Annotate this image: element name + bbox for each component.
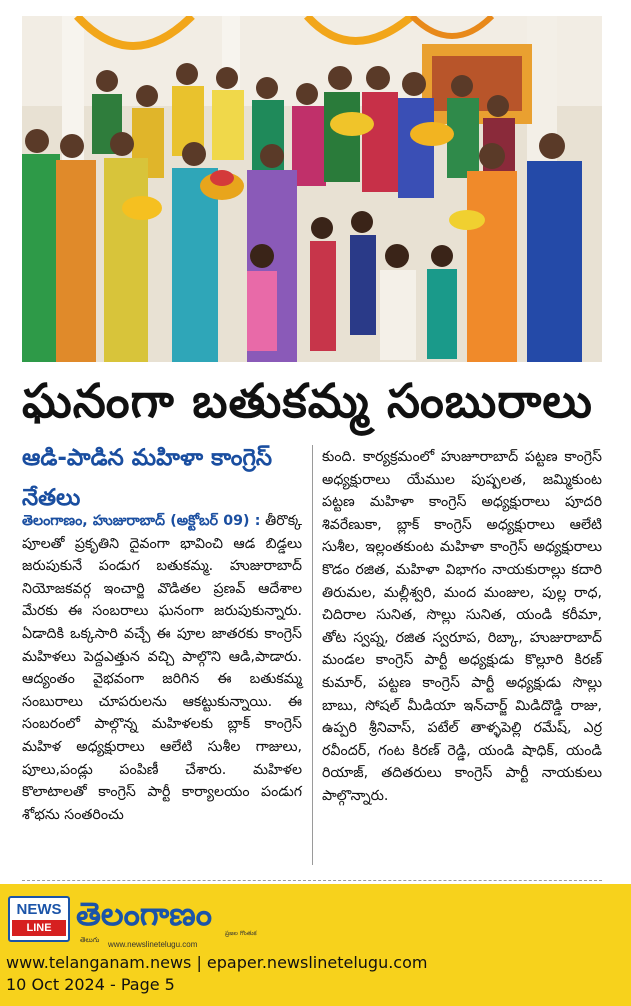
article-column-left	[22, 510, 302, 826]
article-end-rule	[22, 880, 602, 881]
article-photo	[22, 16, 602, 362]
logo-url: www.newslinetelugu.com	[108, 940, 198, 949]
article-body-left: తీరొక్క పూలతో ప్రకృతిని దైవంగా భావించి ఆడ బిడ్డలు జరుపుకునే పండుగ బతుకమ్మ. హుజురాబాద్ నియోజకవర్గ ఇంచార్జి వొడితల ప్రణవ్ ఆదేశాల మేరకు ఈ సంబరాలు ఘనంగా జరుపుకున్నారు. ఏడాదికి ఒక్కసారి వచ్చే ఈ పూల జాతరకు కాంగ్రెస్ మహిళలు పెద్దఎత్తున వచ్చి పాల్గొని ఆడి,పాడారు. ఆద్యంతం వైభవంగా జరిగిన ఈ బతుకమ్మ సంబురాలు చూపరులను ఆకట్టుకున్నాయి. ఈ సంబరంలో పాల్గొన్న మహిళలకు బ్లాక్ కాంగ్రెస్ మహిళ అధ్యక్షురాలు ఆలేటి సుశీల గాజులు, పూలు,పండ్లు పంపిణీ చేశారు. మహిళల కొలాటాలతో కాంగ్రెస్ పార్టీ కార్యాలయం పండుగ శోభను సంతరించు	[22, 513, 302, 823]
logo-tagline: ప్రజల గొంతుక	[225, 930, 257, 937]
telanganam-logo: తెలంగాణం	[76, 895, 212, 933]
logo-news-text: NEWS	[16, 901, 62, 918]
footer	[0, 884, 631, 1006]
page-info: 10 Oct 2024 - Page 5	[6, 975, 175, 994]
newsline-logo	[8, 896, 70, 942]
dateline: తెలంగాణం, హుజురాబాద్ (అక్టోబర్ 09) :	[22, 513, 261, 529]
column-divider	[312, 445, 313, 865]
subheadline: ఆడి-పాడిన మహిళా కాంగ్రెస్ నేతలు	[22, 445, 273, 511]
footer-links[interactable]: www.telanganam.news | epaper.newslinetelugu.com	[6, 953, 428, 972]
logo-line-text: LINE	[12, 920, 66, 936]
logo-sub-left: తెలుగు	[80, 936, 100, 944]
headline: ఘనంగా బతుకమ్మ సంబురాలు	[22, 374, 593, 429]
article-body-right: కుంది. కార్యక్రమంలో హుజూరాబాద్ పట్టణ కాంగ్రెస్ అధ్యక్షురాలు యేముల పుష్పలత, జమ్మికుంట పట్టణ మహిళా కాంగ్రెస్ అధ్యక్షురాలు పూదరి శివరేణుకా, బ్లాక్ కాంగ్రెస్ అధ్యక్షురాలు ఆలేటి సుశీల, ఇల్లంతకుంట మహిళా కాంగ్రెస్ అధ్యక్షురాలు కొడం రజిత, మహిళా విభాగం నాయకురాల్లు కదారి తిరుమల, మల్లీశ్వరి, మంద మంజుల, పుల్ల రాధ, చిదిరాల సునిత, సొల్లు సునిత, యండి కరీమా, తోట స్వప్న, రజిత స్వరూప, రిబ్కా, హుజురాబాద్ మండల కాంగ్రెస్ పార్టీ అధ్యక్షుడు కొల్లూరి కిరణ్ కుమార్, పట్టణ కాంగ్రెస్ పార్టీ అధ్యక్షుడు సొల్లు బాబు, సోషల్ మీడియా ఇన్‌చార్జ్ మిడిదొడ్డి రాజు, ఉప్పరి శ్రీనివాస్, పటేల్ తాళ్ళపెల్లి రమేష్, ఎర్ర రవీందర్, గంట కిరణ్ రెడ్డి, యండి షాధిక్, యండి రియాజ్, తదితరులు కాంగ్రెస్ పార్టీ నాయకులు పాల్గొన్నారు.	[322, 449, 602, 804]
article-column-right	[322, 446, 602, 808]
